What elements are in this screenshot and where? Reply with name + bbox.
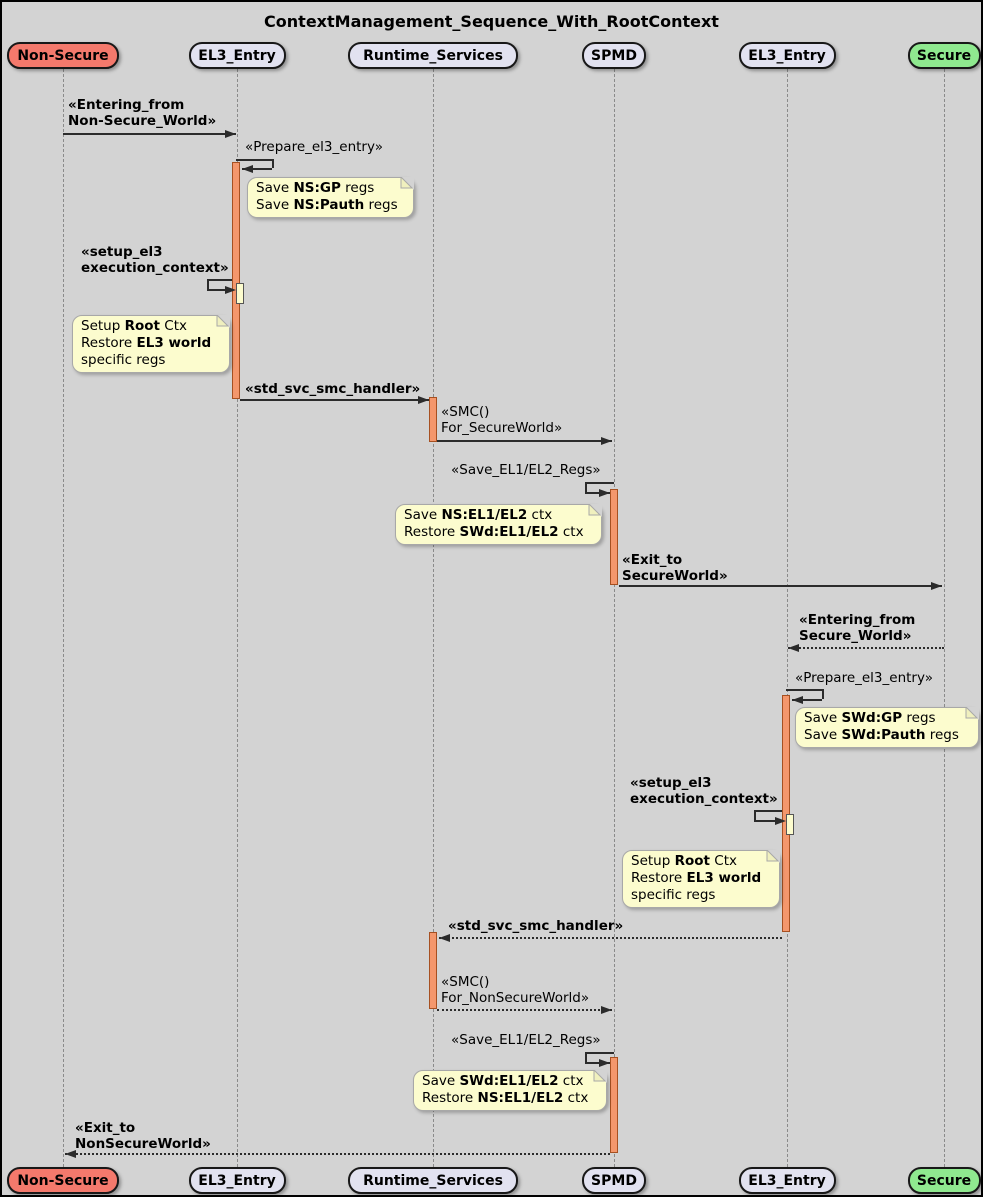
participant-box: SPMD (582, 42, 646, 69)
note (622, 850, 780, 908)
activation-bar (232, 162, 240, 399)
lifeline (63, 69, 64, 1167)
participant-box: Runtime_Services (348, 42, 518, 69)
message-label-line: «Save_EL1/EL2_Regs» (451, 1032, 601, 1048)
message-label (441, 975, 589, 1006)
lifeline (944, 69, 945, 1167)
message-label (441, 405, 562, 436)
message-label-line: For_NonSecureWorld» (441, 989, 590, 1006)
arrowhead (788, 644, 799, 652)
message-label (451, 463, 601, 479)
note-line: Restore NS:EL1/EL2 ctx (422, 1090, 589, 1106)
note-line: Restore SWd:EL1/EL2 ctx (404, 524, 584, 540)
lifeline (787, 69, 788, 1167)
note-line: specific regs (81, 352, 166, 368)
message-label (451, 1033, 601, 1049)
message-label-line: «Entering_from (68, 97, 185, 113)
participant-box: EL3_Entry (189, 1167, 286, 1194)
message-label (448, 919, 623, 935)
note-line: Restore EL3 world (81, 335, 212, 351)
participant-box: Secure (908, 42, 981, 69)
message-label-line: NonSecureWorld» (75, 1135, 211, 1152)
participant-box: Non-Secure (7, 42, 119, 69)
note (247, 177, 414, 218)
arrowhead (225, 130, 236, 138)
message-line (788, 647, 944, 649)
participant-box: Non-Secure (7, 1167, 119, 1194)
self-message-vertical-line (207, 279, 209, 289)
note (395, 504, 602, 545)
note-fold-icon (587, 504, 602, 519)
participant-box: Runtime_Services (348, 1167, 518, 1194)
note-line: Restore EL3 world (631, 870, 762, 886)
arrowhead (601, 437, 612, 445)
note (795, 707, 979, 748)
message-label (68, 98, 216, 129)
self-message-vertical-line (822, 689, 824, 699)
message-label-line: execution_context» (630, 790, 778, 807)
message-label-line: «Exit_to (622, 552, 683, 568)
message-line (63, 133, 236, 135)
message-line (240, 399, 429, 401)
nested-activation-bar (786, 814, 794, 835)
arrowhead (931, 582, 942, 590)
self-message-top-line (236, 159, 272, 161)
message-label-line: SecureWorld» (622, 567, 728, 584)
arrowhead (792, 696, 803, 704)
message-label-line: «SMC() (441, 974, 490, 990)
note-line: Save SWd:GP regs (804, 710, 936, 726)
message-label (795, 671, 933, 687)
note-line: Setup Root Ctx (631, 853, 737, 869)
message-label-line: «setup_el3 (630, 775, 712, 791)
participant-box: EL3_Entry (189, 42, 286, 69)
participant-box: Secure (908, 1167, 981, 1194)
participant-box: EL3_Entry (739, 1167, 836, 1194)
message-label (799, 613, 915, 644)
message-label-line: «setup_el3 (81, 244, 163, 260)
activation-bar (610, 489, 618, 585)
note-line: Save SWd:EL1/EL2 ctx (422, 1073, 584, 1089)
activation-bar (429, 932, 437, 1009)
message-line (65, 1153, 610, 1155)
message-label (622, 553, 728, 584)
self-message-vertical-line (585, 1052, 587, 1062)
note-fold-icon (964, 707, 979, 722)
note-fold-icon (215, 315, 230, 330)
note-line: Save NS:Pauth regs (256, 197, 398, 213)
message-label (630, 776, 778, 807)
message-label-line: «Save_EL1/EL2_Regs» (451, 462, 601, 478)
message-line (437, 440, 612, 442)
message-label-line: Secure_World» (799, 627, 912, 644)
message-label-line: «Prepare_el3_entry» (245, 139, 383, 155)
lifeline (614, 69, 615, 1167)
message-line (439, 937, 782, 939)
note (413, 1070, 607, 1111)
activation-bar (429, 397, 437, 442)
arrowhead (599, 489, 610, 497)
note-fold-icon (399, 177, 414, 192)
note (72, 315, 230, 373)
self-message-vertical-line (754, 810, 756, 820)
note-line: specific regs (631, 887, 716, 903)
message-label (75, 1121, 211, 1152)
self-message-top-line (786, 689, 822, 691)
message-line (619, 585, 942, 587)
note-line: Save NS:GP regs (256, 180, 375, 196)
message-label (81, 245, 229, 276)
arrowhead (599, 1059, 610, 1067)
participant-box: EL3_Entry (739, 42, 836, 69)
note-fold-icon (592, 1070, 607, 1085)
diagram-title: ContextManagement_Sequence_With_RootContext (264, 12, 719, 31)
message-label-line: «std_svc_smc_handler» (448, 918, 624, 934)
message-line (437, 1009, 612, 1011)
activation-bar (610, 1057, 618, 1153)
message-label (245, 140, 383, 156)
nested-activation-bar (236, 283, 244, 304)
message-label-line: «Exit_to (75, 1120, 136, 1136)
arrowhead (601, 1006, 612, 1014)
message-label-line: «SMC() (441, 404, 490, 420)
self-message-top-line (754, 810, 782, 812)
self-message-vertical-line (272, 159, 274, 168)
message-label-line: «Prepare_el3_entry» (795, 670, 933, 686)
self-message-top-line (585, 1052, 614, 1054)
arrowhead (775, 817, 786, 825)
self-message-top-line (585, 482, 614, 484)
arrowhead (242, 165, 253, 173)
note-line: Save NS:EL1/EL2 ctx (404, 507, 553, 523)
note-line: Setup Root Ctx (81, 318, 187, 334)
message-label-line: For_SecureWorld» (441, 419, 563, 436)
message-label (245, 382, 420, 398)
participant-box: SPMD (582, 1167, 646, 1194)
note-line: Save SWd:Pauth regs (804, 727, 959, 743)
self-message-top-line (207, 279, 232, 281)
arrowhead (225, 286, 236, 294)
note-fold-icon (765, 850, 780, 865)
self-message-vertical-line (585, 482, 587, 492)
message-label-line: «std_svc_smc_handler» (245, 381, 421, 397)
message-label-line: «Entering_from (799, 612, 916, 628)
message-label-line: execution_context» (81, 259, 229, 276)
arrowhead (439, 934, 450, 942)
message-label-line: Non-Secure_World» (68, 112, 217, 129)
